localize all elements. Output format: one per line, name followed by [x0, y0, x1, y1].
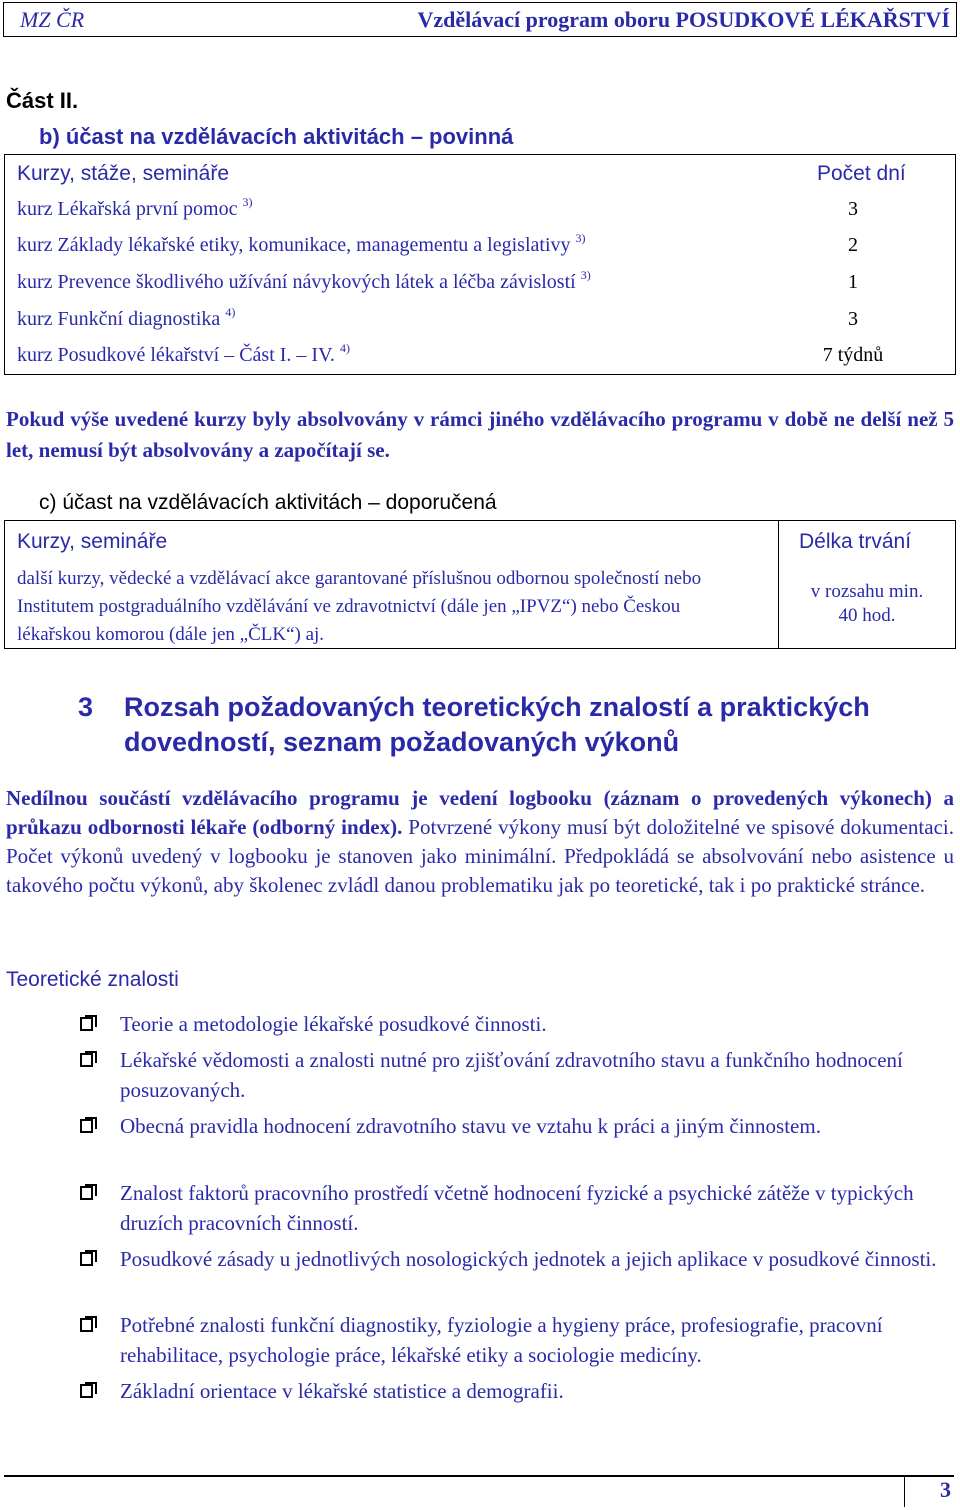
- column-header-courses: Kurzy, semináře: [17, 530, 168, 553]
- checkbox-bullet-icon: [80, 1384, 93, 1398]
- table-row: [5, 192, 955, 228]
- section-c-title: c) účast na vzdělávacích aktivitách – doporučená: [39, 491, 497, 514]
- table-header-row: [5, 155, 955, 191]
- chapter-number: 3: [78, 692, 94, 722]
- table-row: [5, 338, 955, 374]
- column-header-courses: Kurzy, stáže, semináře: [17, 162, 230, 185]
- recommended-courses-description: další kurzy, vědecké a vzdělávací akce garantované příslušnou odbornou společností nebo Institutem postgraduálního vzdělávání ve zdravotnictví (dále jen „IPVZ“) nebo Českou lékařskou komorou (dále jen „ČLK“) aj.: [17, 568, 702, 645]
- table-row: [5, 265, 955, 301]
- mandatory-courses-table: [4, 154, 956, 375]
- course-days: 1: [848, 271, 858, 293]
- theory-title: Teoretické znalosti: [6, 968, 179, 991]
- list-item-text: Teorie a metodologie lékařské posudkové činnosti.: [120, 1012, 547, 1036]
- course-days: 3: [848, 198, 858, 220]
- checkbox-bullet-icon: [80, 1053, 93, 1067]
- course-name: kurz Lékařská první pomoc $^{3)}$: [17, 195, 253, 220]
- footer-divider: [4, 1475, 954, 1477]
- checkbox-bullet-icon: [80, 1252, 93, 1266]
- paragraph-text: Potvrzené výkony musí být doložitelné ve spisové dokumentaci. Počet výkonů uvedený v logbooku je stanoven jako minimální. Předpokládá se absolvování nebo asistence u takového počtu výkonů, aby školenec zvládl danou problematiku jak po teoretické, tak i po praktické stránce.: [6, 815, 954, 897]
- header-program-title: Vzdělávací program oboru POSUDKOVÉ LÉKAŘSTVÍ: [417, 7, 950, 32]
- recommended-courses-table: [4, 520, 956, 649]
- list-item-text: Posudkové zásady u jednotlivých nosologických jednotek a jejich aplikace v posudkové činnosti.: [120, 1247, 937, 1271]
- course-days: 3: [848, 308, 858, 330]
- column-header-duration: Délka trvání: [799, 530, 912, 553]
- part-title: Část II.: [6, 88, 79, 113]
- courses-note: Pokud výše uvedené kurzy byly absolvovány v rámci jiného vzdělávacího programu v době ne delší než 5 let, nemusí být absolvovány a započítají se.: [6, 407, 954, 462]
- section-b-title: b) účast na vzdělávacích aktivitách – povinná: [39, 124, 514, 149]
- table-row: [5, 228, 955, 264]
- course-days: 2: [848, 234, 858, 256]
- course-days: 7 týdnů: [822, 344, 884, 366]
- recommended-duration: v rozsahu min. 40 hod.: [810, 581, 924, 626]
- paragraph-bold-text: Nedílnou součástí vzdělávacího programu je vedení logbooku (záznam o provedených výkonech) a průkazu odbornosti lékaře (odborný index).: [6, 786, 954, 839]
- list-item-text: Obecná pravidla hodnocení zdravotního stavu ve vztahu k práci a jiným činnostem.: [120, 1114, 821, 1138]
- checkbox-bullet-icon: [80, 1186, 93, 1200]
- table-row: [5, 302, 955, 338]
- chapter-title: Rozsah požadovaných teoretických znalostí a praktických dovedností, seznam požadovaných výkonů: [124, 692, 870, 757]
- course-name: kurz Základy lékařské etiky, komunikace, managementu a legislativy $^{3)}$: [17, 231, 586, 256]
- column-header-days: Počet dní: [817, 162, 906, 185]
- course-name: kurz Funkční diagnostika $^{4)}$: [17, 305, 236, 330]
- list-item-text: Základní orientace v lékařské statistice a demografii.: [120, 1379, 564, 1403]
- header-ministry: MZ ČR: [20, 7, 85, 32]
- course-name: kurz Posudkové lékařství – Část I. – IV. $^{4)}$: [17, 341, 350, 366]
- page-number: 3: [904, 1477, 951, 1507]
- checkbox-bullet-icon: [80, 1119, 93, 1133]
- checkbox-bullet-icon: [80, 1318, 93, 1332]
- checkbox-bullet-icon: [80, 1017, 93, 1031]
- list-item-text: Potřebné znalosti funkční diagnostiky, fyziologie a hygieny práce, profesiografie, pracovní rehabilitace, psychologie práce, lékařské etiky a sociologie medicíny.: [120, 1313, 883, 1367]
- list-item-text: Lékařské vědomosti a znalosti nutné pro zjišťování zdravotního stavu a funkčního hodnocení posuzovaných.: [120, 1048, 903, 1102]
- list-item-text: Znalost faktorů pracovního prostředí včetně hodnocení fyzické a psychické zátěže v typických druzích pracovních činností.: [120, 1181, 914, 1235]
- column-divider: [778, 521, 779, 648]
- logbook-paragraph: [6, 784, 954, 900]
- course-name: kurz Prevence škodlivého užívání návykových látek a léčba závislostí $^{3)}$: [17, 268, 591, 293]
- page-header: [3, 2, 957, 37]
